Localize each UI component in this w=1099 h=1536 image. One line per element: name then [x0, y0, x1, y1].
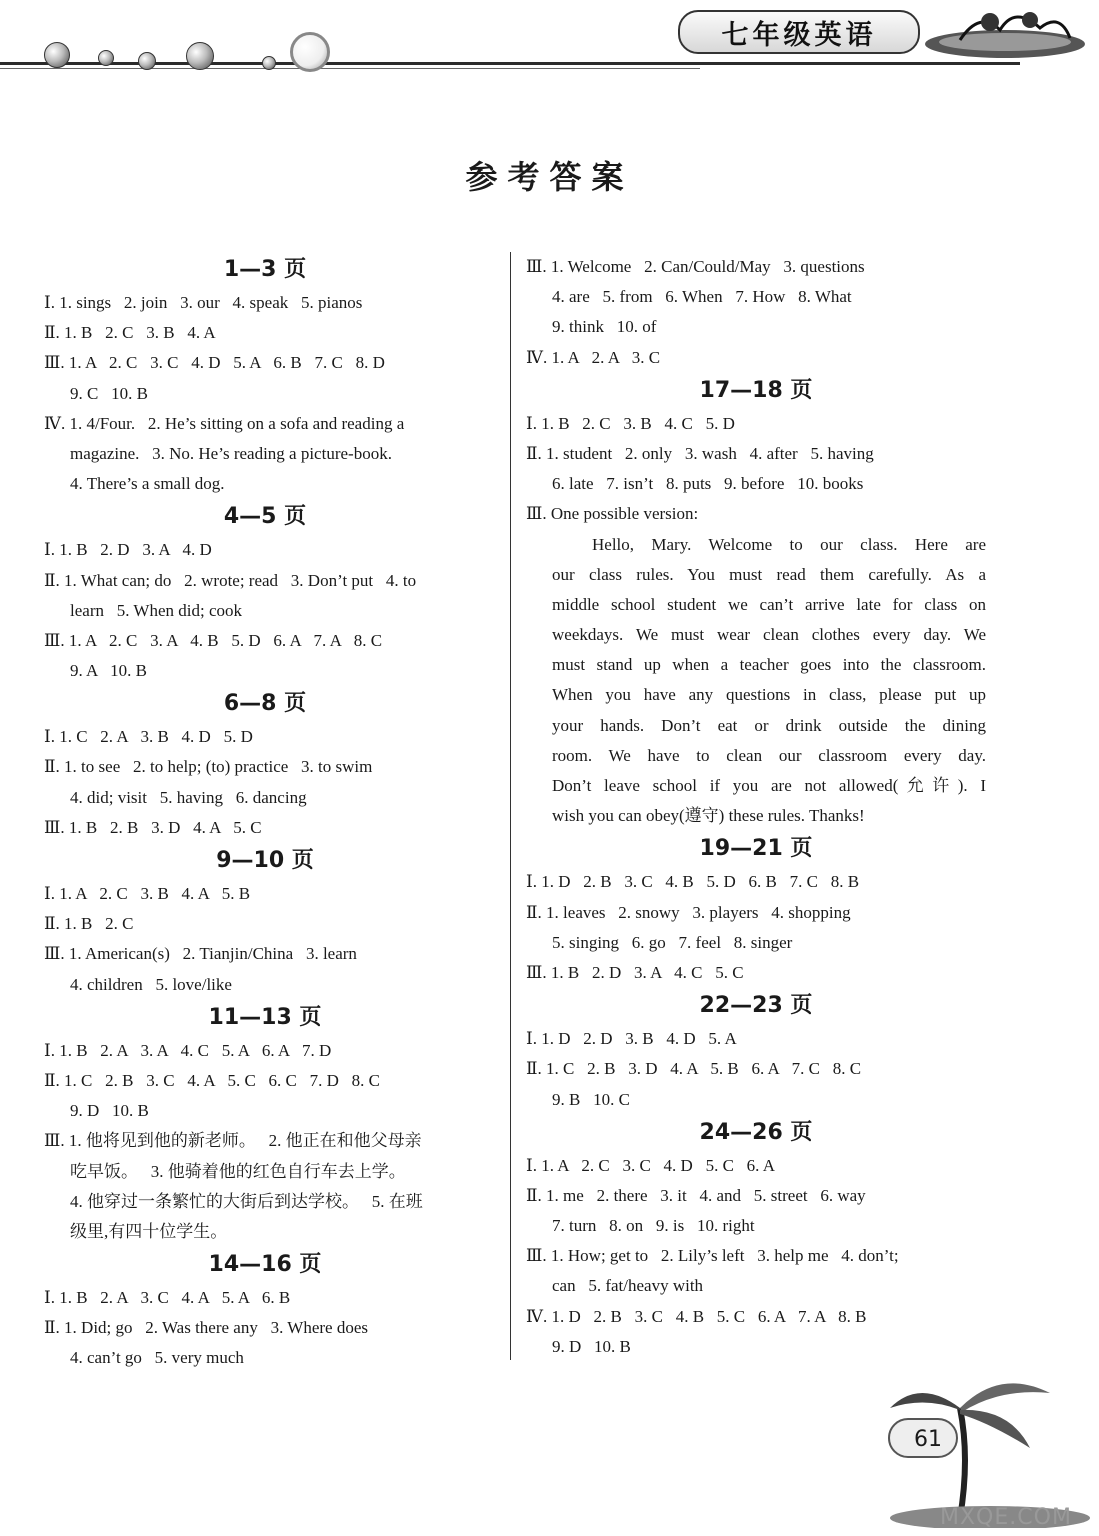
answer-line: Ⅰ. 1. B 2. C 3. B 4. C 5. D — [526, 413, 735, 433]
answer-line: 4. children 5. love/like — [70, 974, 232, 994]
answer-line: 7. turn 8. on 9. is 10. right — [552, 1216, 755, 1236]
answer-line: magazine. 3. No. He’s reading a picture-book. — [70, 443, 392, 463]
answer-line: wish you can obey(遵守) these rules. Thanks! — [552, 806, 865, 826]
section-heading: 22—23 页 — [699, 993, 813, 1019]
section-heading: 24—26 页 — [699, 1119, 813, 1145]
answer-line: learn 5. When did; cook — [70, 600, 243, 620]
section-heading: 19—21 页 — [699, 836, 813, 862]
answer-line: Ⅲ. 1. American(s) 2. Tianjin/China 3. learn — [44, 944, 357, 964]
answer-line: can 5. fat/heavy with — [552, 1276, 704, 1296]
decor-bead — [186, 42, 214, 70]
answer-line: Ⅲ. 1. A 2. C 3. A 4. B 5. D 6. A 7. A 8. C — [44, 630, 383, 650]
answer-line: 4. can’t go 5. very much — [70, 1348, 244, 1368]
section-heading: 11—13 页 — [208, 1004, 322, 1030]
answer-line: Ⅱ. 1. student 2. only 3. wash 4. after 5. having — [526, 443, 874, 463]
essay-line: When you have any questions in class, please put up — [552, 685, 986, 705]
answer-line: 5. singing 6. go 7. feel 8. singer — [552, 932, 793, 952]
answer-line: 9. C 10. B — [70, 383, 148, 403]
answer-line: Ⅲ. One possible version: — [526, 504, 699, 524]
answer-line: Ⅱ. 1. to see 2. to help; (to) practice 3. to swim — [44, 757, 373, 777]
answer-line: 9. B 10. C — [552, 1089, 630, 1109]
answer-line: 9. A 10. B — [70, 661, 147, 681]
answer-line: Ⅱ. 1. C 2. B 3. D 4. A 5. B 6. A 7. C 8. C — [526, 1059, 862, 1079]
answer-line: 级里,有四十位学生。 — [70, 1221, 228, 1241]
column-divider — [510, 252, 511, 1360]
answer-line: Ⅱ. 1. me 2. there 3. it 4. and 5. street 6. way — [526, 1185, 866, 1205]
answer-line: Ⅰ. 1. A 2. C 3. C 4. D 5. C 6. A — [526, 1155, 775, 1175]
header-rule-thin — [0, 68, 700, 69]
answer-line: Ⅰ. 1. A 2. C 3. B 4. A 5. B — [44, 884, 251, 903]
answer-line: 4. are 5. from 6. When 7. How 8. What — [552, 287, 852, 307]
answer-line: Ⅲ. 1. How; get to 2. Lily’s left 3. help me 4. don’t; — [526, 1246, 899, 1266]
grade-label: 七年级英语 — [678, 10, 920, 54]
section-heading: 6—8 页 — [223, 691, 307, 717]
decor-ring — [290, 32, 330, 72]
answer-line: 4. 他穿过一条繁忙的大街后到达学校。 5. 在班 — [70, 1191, 423, 1211]
answer-line: Ⅲ. 1. A 2. C 3. C 4. D 5. A 6. B 7. C 8. D — [44, 353, 385, 373]
answer-line: Ⅱ. 1. B 2. C — [44, 914, 134, 934]
essay-line: middle school student we can’t arrive late for class on — [552, 594, 986, 614]
answer-line: 9. think 10. of — [552, 317, 657, 337]
answer-line: Ⅱ. 1. What can; do 2. wrote; read 3. Don’t put 4. to — [44, 570, 417, 590]
decor-bead — [262, 56, 276, 70]
answer-line: Ⅱ. 1. B 2. C 3. B 4. A — [44, 323, 216, 343]
answer-line: 6. late 7. isn’t 8. puts 9. before 10. books — [552, 474, 864, 494]
answers-left-column — [44, 252, 506, 1374]
section-heading: 14—16 页 — [208, 1252, 322, 1278]
answer-line: Ⅰ. 1. B 2. A 3. C 4. A 5. A 6. B — [44, 1288, 291, 1308]
answer-line: 9. D 10. B — [552, 1336, 631, 1356]
page-title: 参考答案 — [465, 158, 634, 196]
essay-line: Don’t leave school if you are not allowed(允许). I — [552, 776, 986, 795]
section-heading: 17—18 页 — [699, 377, 813, 403]
essay-line: weekdays. We must wear clean clothes every day. We — [552, 625, 986, 645]
answer-line: Ⅱ. 1. Did; go 2. Was there any 3. Where does — [44, 1318, 368, 1338]
essay-line: must stand up when a teacher goes into the classroom. — [552, 655, 986, 675]
section-heading: 4—5 页 — [223, 504, 307, 530]
watermark: MXQE.COM — [940, 1505, 1072, 1530]
section-heading: 9—10 页 — [216, 848, 314, 873]
decor-bead — [98, 50, 114, 66]
answer-line: Ⅰ. 1. sings 2. join 3. our 4. speak 5. pianos — [44, 293, 363, 312]
answer-line: Ⅰ. 1. D 2. B 3. C 4. B 5. D 6. B 7. C 8. B — [526, 872, 860, 892]
answer-line: Ⅲ. 1. B 2. B 3. D 4. A 5. C — [44, 817, 262, 837]
answer-line: Ⅰ. 1. B 2. D 3. A 4. D — [44, 540, 212, 560]
answer-line: Ⅱ. 1. C 2. B 3. C 4. A 5. C 6. C 7. D 8. C — [44, 1070, 381, 1090]
answer-line: Ⅰ. 1. C 2. A 3. B 4. D 5. D — [44, 727, 253, 747]
essay-line: our class rules. You must read them carefully. As a — [552, 564, 986, 584]
answer-line: Ⅲ. 1. Welcome 2. Can/Could/May 3. questions — [526, 257, 865, 276]
answer-line: Ⅲ. 1. B 2. D 3. A 4. C 5. C — [526, 962, 744, 982]
answer-line: Ⅰ. 1. B 2. A 3. A 4. C 5. A 6. A 7. D — [44, 1040, 332, 1060]
answer-line: Ⅳ. 1. D 2. B 3. C 4. B 5. C 6. A 7. A 8. B — [526, 1306, 867, 1326]
answer-line: Ⅰ. 1. D 2. D 3. B 4. D 5. A — [526, 1029, 737, 1049]
answer-line: Ⅱ. 1. leaves 2. snowy 3. players 4. shopping — [526, 902, 851, 922]
decor-bead — [44, 42, 70, 68]
answer-line: 4. There’s a small dog. — [70, 474, 225, 494]
page-number: 61 — [888, 1418, 958, 1458]
decor-bead — [138, 52, 156, 70]
essay-line: room. We have to clean our classroom every day. — [552, 745, 986, 765]
section-heading: 1—3 页 — [223, 257, 307, 282]
essay-line: Hello, Mary. Welcome to our class. Here are — [592, 534, 986, 554]
answer-line: 4. did; visit 5. having 6. dancing — [70, 787, 307, 807]
essay-line: your hands. Don’t eat or drink outside the dining — [552, 715, 986, 735]
answers-right-column — [526, 252, 986, 1362]
answer-line: Ⅳ. 1. 4/Four. 2. He’s sitting on a sofa and reading a — [44, 413, 405, 433]
answer-line: 吃早饭。 3. 他骑着他的红色自行车去上学。 — [70, 1161, 406, 1181]
answer-line: Ⅳ. 1. A 2. A 3. C — [526, 347, 661, 367]
answer-line: 9. D 10. B — [70, 1101, 149, 1121]
answer-line: Ⅲ. 1. 他将见到他的新老师。 2. 他正在和他父母亲 — [44, 1131, 422, 1151]
header-illustration — [920, 0, 1090, 70]
